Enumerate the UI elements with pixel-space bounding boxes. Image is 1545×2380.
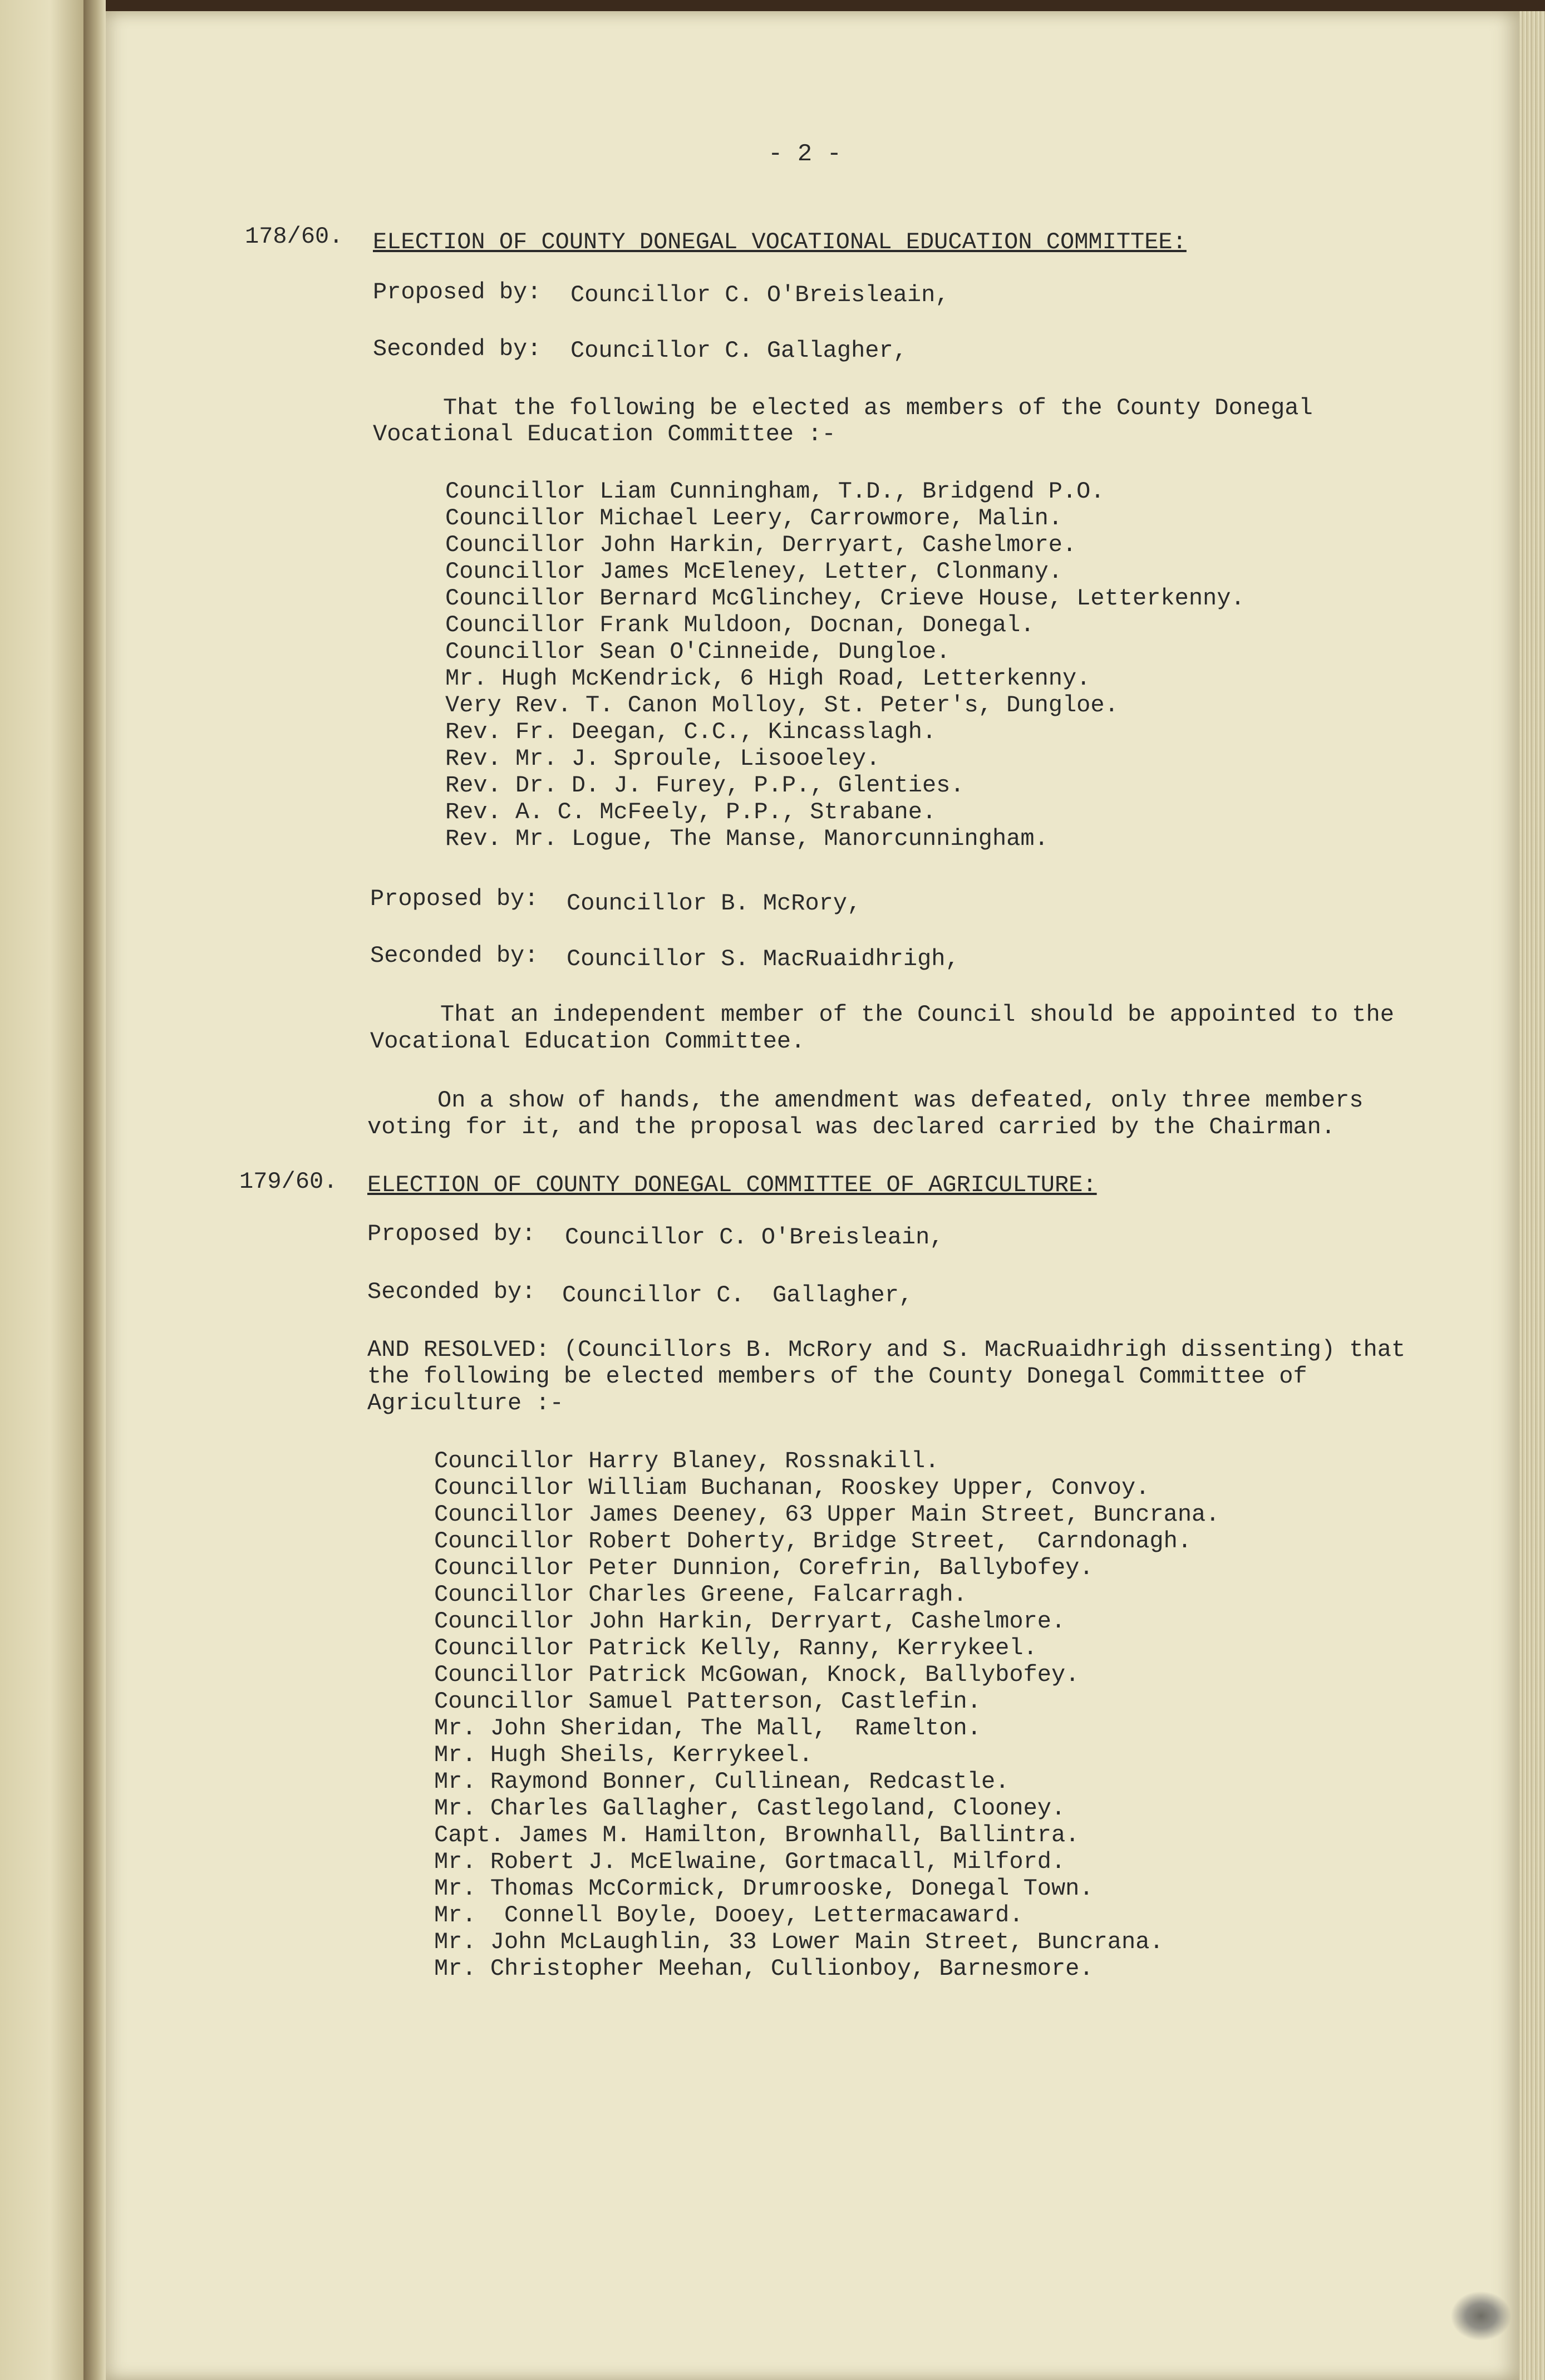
proposed-value: Councillor C. O'Breisleain, xyxy=(570,282,949,308)
resolution-line: Agriculture :- xyxy=(367,1390,564,1417)
page-number: - 2 - xyxy=(768,140,842,168)
member-line: Rev. Mr. J. Sproule, Lisooeley. xyxy=(445,745,880,772)
member-line: Councillor Patrick McGowan, Knock, Ballybofey. xyxy=(434,1661,1080,1688)
proposed-value: Councillor C. O'Breisleain, xyxy=(565,1224,944,1251)
ink-smudge xyxy=(1450,2291,1512,2341)
member-line: Councillor Sean O'Cinneide, Dungloe. xyxy=(445,638,951,665)
member-line: Rev. Mr. Logue, The Manse, Manorcunningham. xyxy=(445,825,1049,852)
member-line: Mr. Robert J. McElwaine, Gortmacall, Milford. xyxy=(434,1848,1066,1875)
member-line: Councillor Bernard McGlinchey, Crieve House, Letterkenny. xyxy=(445,585,1245,612)
page-edges xyxy=(1519,11,1545,2380)
member-line: Capt. James M. Hamilton, Brownhall, Ballintra. xyxy=(434,1822,1080,1848)
member-line: Councillor John Harkin, Derryart, Cashelmore. xyxy=(434,1608,1066,1635)
outcome-line: voting for it, and the proposal was declared carried by the Chairman. xyxy=(367,1114,1336,1140)
seconded-value: Councillor C. Gallagher, xyxy=(570,337,907,364)
proposed-label: Proposed by: xyxy=(367,1221,536,1247)
member-line: Councillor Charles Greene, Falcarragh. xyxy=(434,1581,967,1608)
member-line: Councillor William Buchanan, Rooskey Upper, Convoy. xyxy=(434,1474,1150,1501)
member-line: Councillor Michael Leery, Carrowmore, Malin. xyxy=(445,505,1062,532)
member-line: Mr. John McLaughlin, 33 Lower Main Street, Buncrana. xyxy=(434,1929,1164,1955)
facing-page xyxy=(0,0,83,2380)
amend-proposed-label: Proposed by: xyxy=(370,886,539,912)
seconded-label: Seconded by: xyxy=(373,336,542,362)
amend-seconded-value: Councillor S. MacRuaidhrigh, xyxy=(567,946,960,972)
amendment-line: Vocational Education Committee. xyxy=(370,1028,805,1055)
seconded-value: Councillor C. Gallagher, xyxy=(562,1282,913,1309)
member-line: Councillor James McEleney, Letter, Clonmany. xyxy=(445,558,1062,585)
member-line: Councillor Frank Muldoon, Docnan, Donegal. xyxy=(445,612,1035,638)
member-line: Rev. A. C. McFeely, P.P., Strabane. xyxy=(445,799,937,825)
member-line: Mr. Charles Gallagher, Castlegoland, Clooney. xyxy=(434,1795,1066,1822)
book-binding xyxy=(83,0,106,2380)
amendment-line: That an independent member of the Council should be appointed to the xyxy=(370,1001,1394,1028)
seconded-label: Seconded by: xyxy=(367,1278,536,1305)
proposed-label: Proposed by: xyxy=(373,279,542,306)
minute-heading-178: ELECTION OF COUNTY DONEGAL VOCATIONAL EDUCATION COMMITTEE: xyxy=(373,229,1187,255)
resolution-line: the following be elected members of the County Donegal Committee of xyxy=(367,1363,1307,1390)
member-line: Rev. Dr. D. J. Furey, P.P., Glenties. xyxy=(445,772,965,799)
member-line: Councillor Liam Cunningham, T.D., Bridgend P.O. xyxy=(445,478,1105,505)
minute-heading-179: ELECTION OF COUNTY DONEGAL COMMITTEE OF AGRICULTURE: xyxy=(367,1172,1097,1198)
member-line: Councillor Peter Dunnion, Corefrin, Ballybofey. xyxy=(434,1555,1094,1581)
minute-ref-178: 178/60. xyxy=(245,223,343,250)
member-line: Councillor Robert Doherty, Bridge Street, Carndonagh. xyxy=(434,1528,1192,1555)
member-line: Mr. Thomas McCormick, Drumrooske, Donegal Town. xyxy=(434,1875,1094,1902)
member-line: Mr. Raymond Bonner, Cullinean, Redcastle. xyxy=(434,1768,1010,1795)
member-line: Mr. Connell Boyle, Dooey, Lettermacaward. xyxy=(434,1902,1024,1929)
minute-ref-179: 179/60. xyxy=(239,1168,338,1195)
resolution-line: AND RESOLVED: (Councillors B. McRory and S. MacRuaidhrigh dissenting) that xyxy=(367,1336,1406,1363)
member-line: Rev. Fr. Deegan, C.C., Kincasslagh. xyxy=(445,719,937,745)
member-line: Councillor James Deeney, 63 Upper Main Street, Buncrana. xyxy=(434,1501,1220,1528)
amend-proposed-value: Councillor B. McRory, xyxy=(567,890,862,917)
outcome-line: On a show of hands, the amendment was defeated, only three members xyxy=(367,1087,1364,1114)
resolution-line: That the following be elected as members of the County Donegal xyxy=(373,395,1313,421)
member-line: Very Rev. T. Canon Molloy, St. Peter's, Dungloe. xyxy=(445,692,1119,719)
amend-seconded-label: Seconded by: xyxy=(370,942,539,969)
member-line: Mr. Hugh McKendrick, 6 High Road, Letterkenny. xyxy=(445,665,1091,692)
member-line: Councillor John Harkin, Derryart, Cashelmore. xyxy=(445,532,1077,558)
member-line: Mr. John Sheridan, The Mall, Ramelton. xyxy=(434,1715,981,1742)
member-line: Councillor Patrick Kelly, Ranny, Kerrykeel. xyxy=(434,1635,1037,1661)
member-line: Mr. Christopher Meehan, Cullionboy, Barnesmore. xyxy=(434,1955,1094,1982)
member-line: Mr. Hugh Sheils, Kerrykeel. xyxy=(434,1742,813,1768)
member-line: Councillor Harry Blaney, Rossnakill. xyxy=(434,1448,939,1474)
resolution-line: Vocational Education Committee :- xyxy=(373,421,836,448)
member-line: Councillor Samuel Patterson, Castlefin. xyxy=(434,1688,981,1715)
